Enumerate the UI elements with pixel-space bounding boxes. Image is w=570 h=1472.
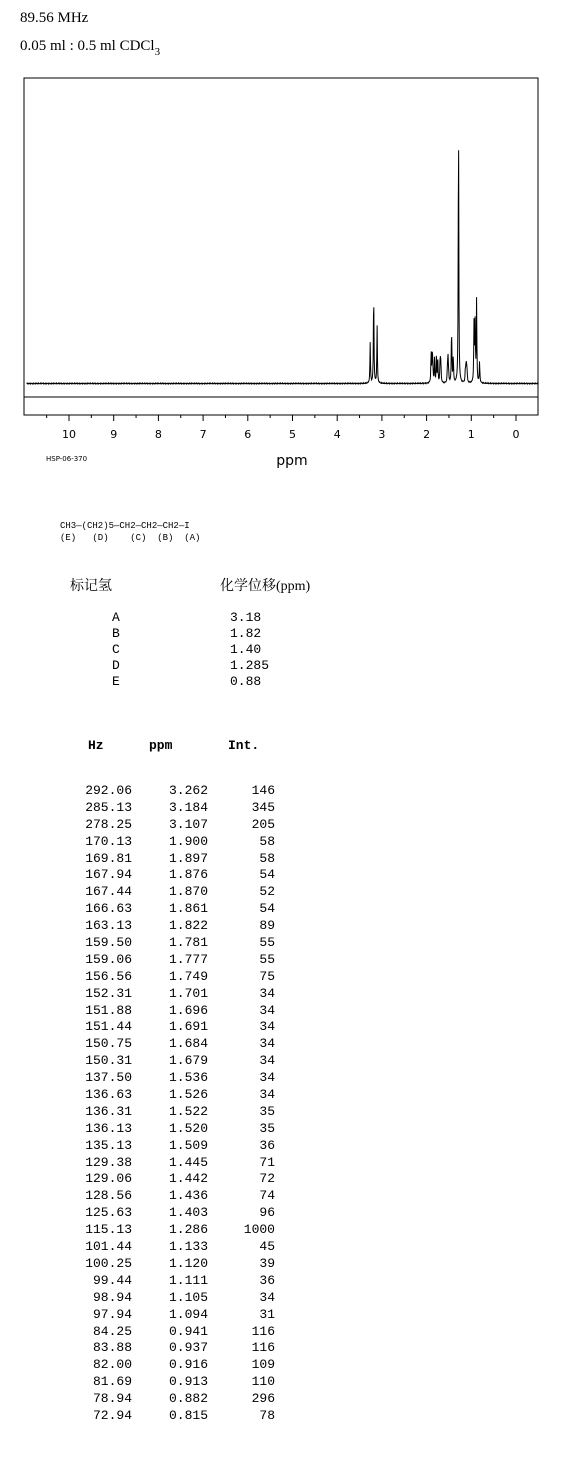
x-tick-label: 3	[378, 428, 386, 441]
peak-hz: 83.88	[92, 1340, 132, 1356]
peak-ppm: 1.120	[168, 1255, 208, 1271]
peak-ppm: 1.900	[168, 833, 208, 849]
peak-intensity: 74	[259, 1188, 275, 1204]
x-axis-tick-labels	[62, 428, 520, 441]
x-tick-label: 5	[289, 428, 296, 441]
peak-hz: 136.63	[85, 1087, 132, 1103]
x-tick-label: 9	[110, 428, 118, 441]
peak-intensity: 34	[259, 1036, 275, 1052]
x-tick-label: 10	[62, 428, 76, 441]
peak-ppm: 1.536	[168, 1070, 208, 1086]
peak-intensity: 110	[251, 1374, 275, 1390]
peak-ppm: 1.445	[168, 1154, 208, 1170]
peak-ppm: 1.696	[168, 1002, 208, 1018]
peak-ppm: 1.133	[168, 1239, 208, 1255]
peak-hz: 159.06	[85, 951, 132, 967]
x-tick-label: 6	[244, 428, 252, 441]
peak-ppm: 1.684	[168, 1036, 208, 1052]
peak-ppm: 1.897	[168, 850, 208, 866]
peak-intensity: 89	[259, 918, 275, 934]
peak-intensity: 116	[251, 1340, 275, 1356]
peak-hz: 100.25	[85, 1255, 132, 1271]
peak-ppm: 1.442	[168, 1171, 208, 1187]
peak-intensity: 35	[259, 1103, 275, 1119]
peak-hz: 152.31	[85, 985, 132, 1001]
peak-intensity: 205	[251, 816, 275, 832]
peak-ppm: 0.941	[168, 1323, 208, 1339]
x-tick-label: 2	[423, 428, 431, 441]
spectrum-line	[27, 150, 539, 384]
peak-hz: 169.81	[85, 850, 132, 866]
assignment-shift: 1.82	[230, 626, 262, 641]
peak-ppm: 1.286	[168, 1222, 208, 1238]
peak-ppm: 1.679	[168, 1053, 208, 1069]
peak-ppm: 1.701	[168, 985, 208, 1001]
peak-hz: 170.13	[85, 833, 132, 849]
peak-intensity: 35	[259, 1120, 275, 1136]
assignment-shift: 3.18	[230, 610, 262, 625]
peak-hz: 292.06	[85, 783, 132, 798]
peak-intensity: 345	[251, 799, 275, 815]
peak-hz: 135.13	[85, 1137, 132, 1153]
assignment-label: A	[112, 610, 120, 625]
peak-hz: 278.25	[85, 816, 132, 832]
peak-hz: 285.13	[85, 799, 132, 815]
spectrum-code: HSP-06-370	[46, 455, 88, 463]
peak-hz: 159.50	[85, 935, 132, 951]
peak-intensity: 109	[251, 1357, 275, 1373]
peak-ppm: 1.781	[168, 935, 208, 951]
peak-ppm: 1.105	[168, 1289, 208, 1305]
peak-hz: 98.94	[92, 1289, 132, 1305]
assignment-label: D	[112, 658, 120, 673]
peak-intensity: 78	[259, 1407, 275, 1423]
assignment-shift: 0.88	[230, 674, 262, 689]
structure-formula	[60, 520, 200, 544]
peak-ppm: 1.749	[168, 968, 208, 984]
assignment-label: B	[112, 626, 120, 641]
peak-ppm: 0.882	[168, 1391, 208, 1407]
peak-hz: 125.63	[85, 1205, 132, 1221]
peak-intensity: 36	[259, 1137, 275, 1153]
peak-hz: 84.25	[92, 1323, 132, 1339]
peak-hz: 129.06	[85, 1171, 132, 1187]
peak-ppm: 1.777	[168, 951, 208, 967]
peak-marks	[370, 106, 479, 384]
peak-ppm: 0.815	[168, 1407, 208, 1423]
peak-intensity: 55	[259, 951, 275, 967]
peak-intensity: 34	[259, 1019, 275, 1035]
peak-hz: 82.00	[92, 1357, 132, 1373]
peak-hz: 129.38	[85, 1154, 132, 1170]
structure-formula-text: CH3—(CH2)5—CH2—CH2—CH2—I	[60, 521, 190, 531]
peak-intensity: 36	[259, 1272, 275, 1288]
peak-ppm: 1.520	[168, 1120, 208, 1136]
x-tick-label: 1	[467, 428, 475, 441]
peak-hz: 137.50	[85, 1070, 132, 1086]
peak-intensity: 34	[259, 1053, 275, 1069]
x-axis-label: ppm	[276, 453, 308, 469]
x-tick-label: 4	[333, 428, 341, 441]
x-tick-label: 0	[512, 428, 520, 441]
peak-hz: 128.56	[85, 1188, 132, 1204]
peak-intensity: 34	[259, 985, 275, 1001]
peak-hz: 136.31	[85, 1103, 132, 1119]
peak-hz: 163.13	[85, 918, 132, 934]
peak-intensity: 71	[259, 1154, 275, 1170]
peak-intensity: 34	[259, 1087, 275, 1103]
peak-ppm: 3.184	[168, 799, 208, 815]
peak-hz: 151.44	[85, 1019, 132, 1035]
peak-hz: 81.69	[92, 1374, 132, 1390]
peak-intensity: 31	[259, 1306, 275, 1322]
peak-ppm: 3.262	[168, 783, 208, 798]
peak-intensity: 75	[259, 968, 275, 984]
peak-hz: 97.94	[92, 1306, 132, 1322]
peak-intensity: 52	[259, 884, 275, 900]
assignment-shift: 1.40	[230, 642, 262, 657]
peak-ppm: 1.522	[168, 1103, 208, 1119]
sample-composition-subscript: 3	[154, 46, 161, 58]
peak-hz: 167.44	[85, 884, 132, 900]
peak-ppm: 1.403	[168, 1205, 208, 1221]
nmr-spectrum-chart	[0, 0, 570, 480]
peak-intensity: 146	[251, 783, 275, 798]
structure-position-labels: (E) (D) (C) (B) (A)	[60, 533, 201, 543]
peak-hz: 156.56	[85, 968, 132, 984]
peak-hz: 99.44	[92, 1272, 132, 1288]
peak-hz: 136.13	[85, 1120, 132, 1136]
peak-table-header-hz: Hz	[88, 738, 104, 753]
peak-ppm: 1.861	[168, 901, 208, 917]
peak-ppm: 0.916	[168, 1357, 208, 1373]
peak-intensity: 1000	[243, 1222, 275, 1238]
x-tick-label: 8	[154, 428, 162, 441]
spectrometer-frequency: 89.56 MHz	[20, 10, 89, 26]
peak-hz: 166.63	[85, 901, 132, 917]
peak-hz: 101.44	[85, 1239, 132, 1255]
plot-frame	[24, 78, 538, 415]
peak-ppm: 1.509	[168, 1137, 208, 1153]
peak-hz: 78.94	[92, 1391, 132, 1407]
assignment-shift: 1.285	[230, 658, 270, 673]
peak-hz: 150.31	[85, 1053, 132, 1069]
peak-intensity: 34	[259, 1289, 275, 1305]
peak-ppm: 1.876	[168, 867, 208, 883]
peak-intensity: 116	[251, 1323, 275, 1339]
sample-composition-main: 0.05 ml : 0.5 ml CDCl	[20, 38, 155, 54]
peak-intensity: 72	[259, 1171, 275, 1187]
assignment-header-shift: 化学位移(ppm)	[220, 579, 311, 594]
peak-intensity: 54	[259, 901, 275, 917]
peak-hz: 151.88	[85, 1002, 132, 1018]
peak-intensity: 58	[259, 850, 275, 866]
peak-intensity: 96	[259, 1205, 275, 1221]
peak-ppm: 3.107	[168, 816, 208, 832]
peak-hz: 167.94	[85, 867, 132, 883]
peak-ppm: 0.937	[168, 1340, 208, 1356]
peak-hz: 150.75	[85, 1036, 132, 1052]
peak-ppm: 1.526	[168, 1087, 208, 1103]
peak-ppm: 1.436	[168, 1188, 208, 1204]
peak-ppm: 1.111	[168, 1272, 208, 1288]
peak-intensity: 296	[251, 1391, 275, 1407]
peak-intensity: 34	[259, 1002, 275, 1018]
assignment-header-label: 标记氢	[70, 579, 112, 594]
peak-hz: 72.94	[92, 1407, 132, 1423]
assignment-label: E	[112, 674, 120, 689]
peak-intensity: 45	[259, 1239, 275, 1255]
peak-table-header-ppm: ppm	[149, 738, 173, 753]
peak-intensity: 34	[259, 1070, 275, 1086]
peak-intensity: 58	[259, 833, 275, 849]
peak-table-header-int: Int.	[228, 738, 260, 753]
peak-ppm: 0.913	[168, 1374, 208, 1390]
peak-ppm: 1.094	[168, 1306, 208, 1322]
peak-intensity: 55	[259, 935, 275, 951]
peak-intensity: 54	[259, 867, 275, 883]
x-tick-label: 7	[199, 428, 207, 441]
assignment-label: C	[112, 642, 120, 657]
peak-ppm: 1.870	[168, 884, 208, 900]
peak-intensity: 39	[259, 1255, 275, 1271]
peak-ppm: 1.691	[168, 1019, 208, 1035]
peak-hz: 115.13	[85, 1222, 132, 1238]
peak-ppm: 1.822	[168, 918, 208, 934]
x-axis-ticks	[47, 415, 516, 421]
